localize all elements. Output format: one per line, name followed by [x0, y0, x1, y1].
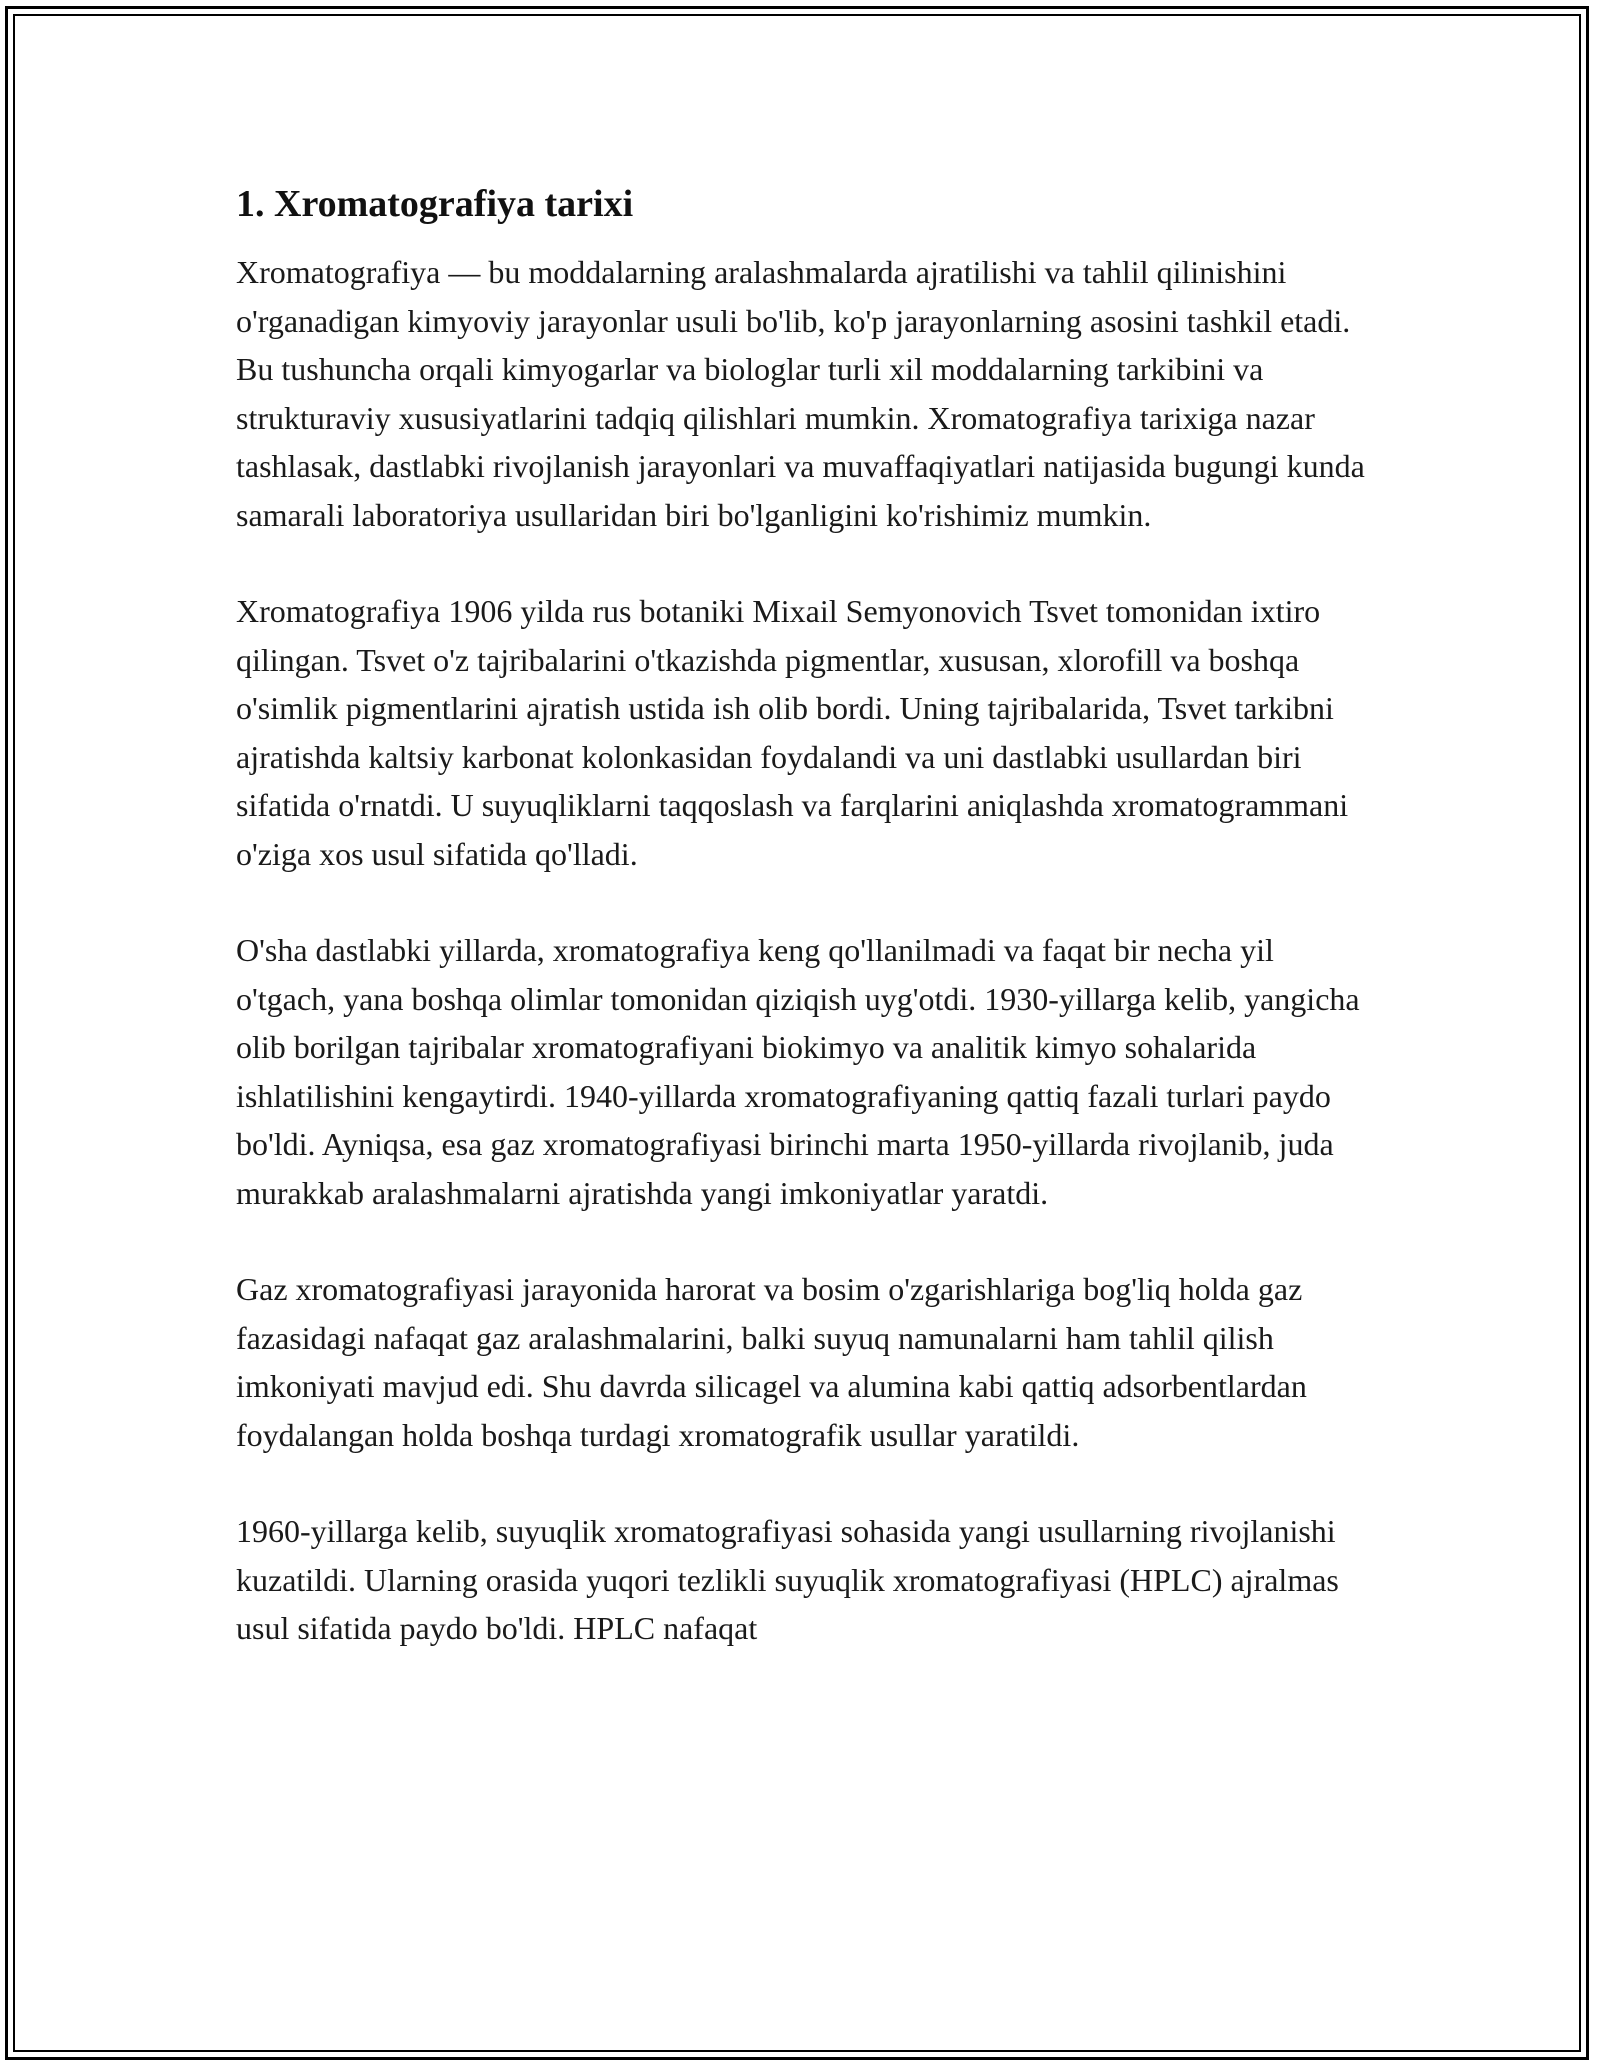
paragraph-2: Xromatografiya 1906 yilda rus botaniki Mixail Semyonovich Tsvet tomonidan ixtiro qilingan. Tsvet o'z tajribalarini o'tkazishda pigmentlar, xususan, xlorofill va boshqa o'simlik pigmentlarini ajratish ustida ish olib bordi. Uning tajribalarida, Tsvet tarkibni ajratishda kaltsiy karbonat kolonkasidan foydalandi va uni dastlabki usullardan biri sifatida o'rnatdi. U suyuqliklarni taqqoslash va farqlarini aniqlashda xromatogrammani o'ziga xos usul sifatida qo'lladi. [236, 593, 1349, 872]
paragraph-1: Xromatografiya — bu moddalarning aralashmalarda ajratilishi va tahlil qilinishini o'rganadigan kimyoviy jarayonlar usuli bo'lib, ko'p jarayonlarning asosini tashkil etadi. Bu tushuncha orqali kimyogarlar va biologlar turli xil moddalarning tarkibini va strukturaviy xususiyatlarini tadqiq qilishlari mumkin. Xromatografiya tarixiga nazar tashlasak, dastlabki rivojlanish jarayonlari va muvaffaqiyatlari natijasida bugungi kunda samarali laboratoriya usullaridan biri bo'lganligini ko'rishimiz mumkin. [236, 254, 1365, 533]
section-heading: 1. Xromatografiya tarixi [236, 183, 634, 225]
paragraph-3: O'sha dastlabki yillarda, xromatografiya keng qo'llanilmadi va faqat bir necha yil o'tgach, yana boshqa olimlar tomonidan qiziqish uyg'otdi. 1930-yillarga kelib, yangicha olib borilgan tajribalar xromatografiyani biokimyo va analitik kimyo sohalarida ishlatilishini kengaytirdi. 1940-yillarda xromatografiyaning qattiq fazali turlari paydo bo'ldi. Ayniqsa, esa gaz xromatografiyasi birinchi marta 1950-yillarda rivojlanib, juda murakkab aralashmalarni ajratishda yangi imkoniyatlar yaratdi. [236, 932, 1360, 1211]
document-body [236, 180, 1376, 1701]
paragraph-5: 1960-yillarga kelib, suyuqlik xromatografiyasi sohasida yangi usullarning rivojlanishi kuzatildi. Ularning orasida yuqori tezlikli suyuqlik xromatografiyasi (HPLC) ajralmas usul sifatida paydo bo'ldi. HPLC nafaqat [236, 1513, 1339, 1646]
paragraph-4: Gaz xromatografiyasi jarayonida harorat va bosim o'zgarishlariga bog'liq holda gaz fazasidagi nafaqat gaz aralashmalarini, balki suyuq namunalarni ham tahlil qilish imkoniyati mavjud edi. Shu davrda silicagel va alumina kabi qattiq adsorbentlardan foydalangan holda boshqa turdagi xromatografik usullar yaratildi. [236, 1271, 1307, 1453]
